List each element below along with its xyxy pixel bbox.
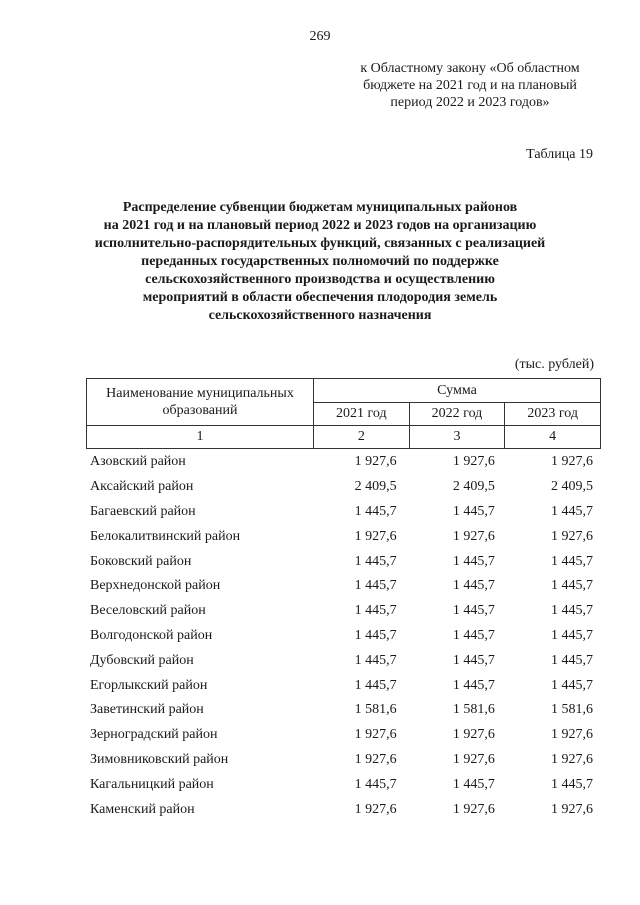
value-2023: 1 927,6 (551, 528, 593, 544)
table-row (86, 698, 601, 723)
annex-line: к Областному закону «Об областном (360, 61, 580, 76)
value-2022: 1 927,6 (452, 454, 495, 470)
annex-reference (310, 60, 630, 111)
value-2021: 1 927,6 (354, 454, 397, 470)
value-2023: 1 927,6 (551, 454, 593, 470)
table-row (86, 574, 601, 599)
value-2021: 1 927,6 (354, 727, 397, 743)
value-2022: 1 445,7 (452, 627, 495, 643)
header-year-2023: 2023 год (505, 403, 601, 426)
value-2023: 1 445,7 (551, 553, 593, 569)
value-2022: 1 445,7 (452, 677, 495, 693)
district-name: Белокалитвинский район (90, 528, 241, 544)
column-number: 2 (314, 426, 410, 449)
value-2022: 1 445,7 (452, 776, 495, 792)
district-name: Багаевский район (90, 503, 196, 519)
value-2022: 1 927,6 (452, 801, 495, 817)
value-2022: 1 927,6 (452, 727, 495, 743)
district-name: Волгодонской район (90, 627, 213, 643)
title-line: сельскохозяйственного производства и осуществлению (145, 272, 495, 287)
district-name: Зерноградский район (90, 727, 218, 743)
table-rows (86, 450, 601, 822)
table-row (86, 524, 601, 549)
table-row (86, 673, 601, 698)
value-2021: 1 927,6 (354, 751, 397, 767)
value-2021: 1 445,7 (354, 776, 397, 792)
value-2023: 1 927,6 (551, 727, 593, 743)
value-2022: 1 445,7 (452, 503, 495, 519)
district-name: Дубовский район (90, 652, 194, 668)
units-note: (тыс. рублей) (514, 357, 594, 372)
value-2022: 2 409,5 (452, 479, 495, 495)
table-label: Таблица 19 (526, 147, 593, 162)
value-2021: 1 445,7 (354, 627, 397, 643)
district-name: Верхнедонской район (90, 578, 221, 594)
document-title (0, 199, 640, 325)
header-year-2021: 2021 год (314, 403, 410, 426)
value-2021: 1 927,6 (354, 528, 397, 544)
value-2021: 2 409,5 (354, 479, 397, 495)
district-name: Каменский район (90, 801, 195, 817)
annex-line: бюджете на 2021 год и на плановый (363, 78, 577, 93)
header-name-line: Наименование муниципальных (106, 386, 294, 401)
district-name: Егорлыкский район (90, 677, 208, 693)
value-2021: 1 445,7 (354, 652, 397, 668)
title-line: Распределение субвенции бюджетам муниципальных районов (122, 200, 518, 215)
page-number: 269 (309, 29, 331, 44)
value-2021: 1 445,7 (354, 603, 397, 619)
value-2023: 1 445,7 (551, 776, 593, 792)
district-name: Кагальницкий район (90, 776, 214, 792)
header-name-line: образований (162, 403, 238, 418)
title-line: исполнительно-распорядительных функций, связанных с реализацией (94, 236, 546, 251)
value-2023: 1 445,7 (551, 578, 593, 594)
header-sum: Сумма (314, 379, 601, 403)
column-number: 4 (505, 426, 601, 449)
title-line: на 2021 год и на плановый период 2022 и 2023 годов на организацию (103, 218, 537, 233)
table-row (86, 723, 601, 748)
district-name: Заветинский район (90, 702, 204, 718)
table-body (86, 450, 601, 822)
table-row (86, 772, 601, 797)
value-2023: 1 927,6 (551, 751, 593, 767)
title-line: сельскохозяйственного назначения (208, 308, 432, 323)
value-2022: 1 927,6 (452, 528, 495, 544)
table-row (86, 797, 601, 822)
annex-line: период 2022 и 2023 годов» (390, 95, 550, 110)
value-2023: 1 445,7 (551, 627, 593, 643)
table-row (86, 599, 601, 624)
value-2022: 1 445,7 (452, 553, 495, 569)
value-2022: 1 927,6 (452, 751, 495, 767)
header-year-2022: 2022 год (409, 403, 505, 426)
column-number: 3 (409, 426, 505, 449)
value-2021: 1 927,6 (354, 801, 397, 817)
title-line: мероприятий в области обеспечения плодородия земель (142, 290, 498, 305)
value-2023: 2 409,5 (551, 479, 593, 495)
table-row (86, 549, 601, 574)
value-2022: 1 581,6 (452, 702, 495, 718)
column-number: 1 (87, 426, 314, 449)
table-row (86, 450, 601, 475)
district-name: Веселовский район (90, 603, 206, 619)
header-name-column (87, 379, 314, 426)
value-2021: 1 445,7 (354, 578, 397, 594)
value-2023: 1 927,6 (551, 801, 593, 817)
table-row (86, 475, 601, 500)
value-2023: 1 445,7 (551, 652, 593, 668)
title-line: переданных государственных полномочий по поддержке (141, 254, 499, 269)
value-2023: 1 445,7 (551, 677, 593, 693)
district-name: Зимовниковский район (90, 751, 229, 767)
table-row (86, 624, 601, 649)
value-2022: 1 445,7 (452, 578, 495, 594)
table-row (86, 500, 601, 525)
value-2021: 1 445,7 (354, 503, 397, 519)
table-header (86, 378, 601, 449)
district-name: Азовский район (90, 454, 186, 470)
value-2021: 1 581,6 (354, 702, 397, 718)
district-name: Боковский район (90, 553, 192, 569)
table-row (86, 748, 601, 773)
value-2023: 1 445,7 (551, 603, 593, 619)
value-2021: 1 445,7 (354, 553, 397, 569)
value-2022: 1 445,7 (452, 603, 495, 619)
value-2022: 1 445,7 (452, 652, 495, 668)
value-2023: 1 445,7 (551, 503, 593, 519)
table-row (86, 648, 601, 673)
value-2023: 1 581,6 (551, 702, 593, 718)
value-2021: 1 445,7 (354, 677, 397, 693)
district-name: Аксайский район (90, 479, 194, 495)
